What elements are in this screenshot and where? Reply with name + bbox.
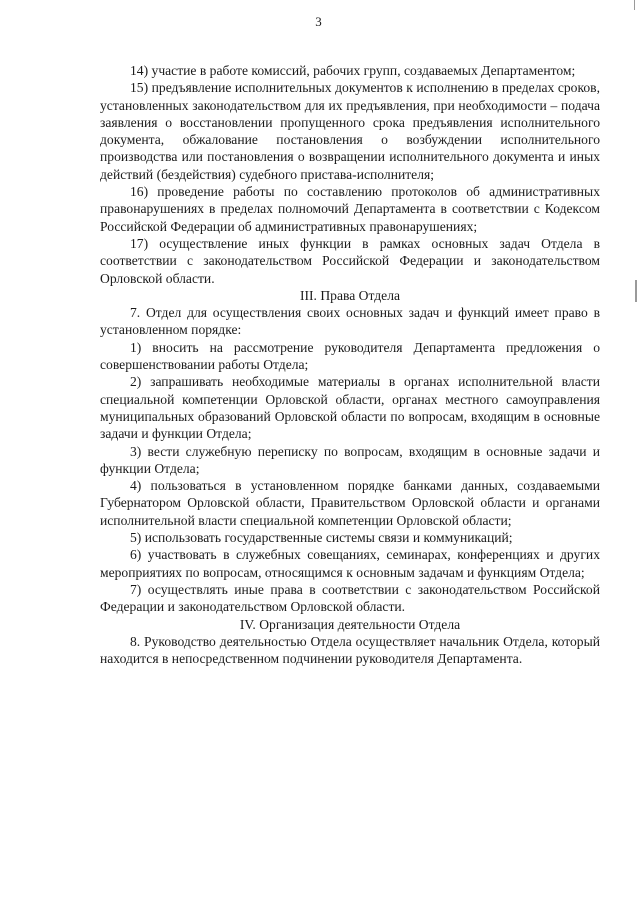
paragraph-right-3: 3) вести служебную переписку по вопросам, входящим в основные задачи и функции Отдела;	[100, 443, 600, 476]
paragraph-right-6: 6) участвовать в служебных совещаниях, семинарах, конференциях и других мероприятиях по вопросам, относящимся к основным задачам и функциям Отдела;	[100, 547, 600, 580]
page-number: 3	[315, 14, 322, 29]
paragraph-item-17: 17) осуществление иных функции в рамках основных задач Отдела в соответствии с законодательством Российской Федерации и законодательством Орловской области.	[100, 235, 600, 286]
paragraph-right-1: 1) вносить на рассмотрение руководителя Департамента предложения о совершенствовании работы Отдела;	[100, 339, 600, 373]
paragraph-item-14: 14) участие в работе комиссий, рабочих групп, создаваемых Департаментом;	[130, 63, 576, 78]
section-heading-organization: IV. Организация деятельности Отдела	[239, 616, 461, 632]
document-body	[100, 62, 600, 667]
paragraph-right-2: 2) запрашивать необходимые материалы в органах исполнительной власти специальной компетенции Орловской области, органах местного самоуправления муниципальных образований Орловской области по вопросам, входящим в основные задачи и функции Отдела;	[100, 374, 600, 442]
section-heading-rights: III. Права Отдела	[299, 287, 401, 303]
paragraph-right-4: 4) пользоваться в установленном порядке банками данных, создаваемыми Губернатором Орловской области, Правительством Орловской области и органами исполнительной власти специальной компетенции Орловской области;	[100, 478, 600, 528]
scan-edge-mark	[634, 0, 635, 10]
paragraph-clause-7: 7. Отдел для осуществления своих основных задач и функций имеет право в установленном порядке:	[100, 305, 600, 338]
paragraph-item-16: 16) проведение работы по составлению протоколов об административных правонарушениях в пределах полномочий Департамента в соответствии с Кодексом Российской Федерации об административных правонарушениях;	[100, 184, 600, 234]
paragraph-right-7: 7) осуществлять иные права в соответствии с законодательством Российской Федерации и законодательством Орловской области.	[100, 581, 600, 615]
paragraph-right-5: 5) использовать государственные системы связи и коммуникаций;	[130, 530, 513, 546]
paragraph-clause-8: 8. Руководство деятельностью Отдела осуществляет начальник Отдела, который находится в непосредственном подчинении руководителя Департамента.	[100, 633, 600, 667]
paragraph-item-15: 15) предъявление исполнительных документов к исполнению в пределах сроков, установленных законодательством для их предъявления, при необходимости – подача заявления о восстановлении пропущенного срока предъявления исполнительного документа, обжалование постановления о возбуждении исполнительного производства или постановления о возвращении исполнительного документа и иных действий (бездействия) судебного пристава-исполнителя;	[100, 80, 600, 182]
